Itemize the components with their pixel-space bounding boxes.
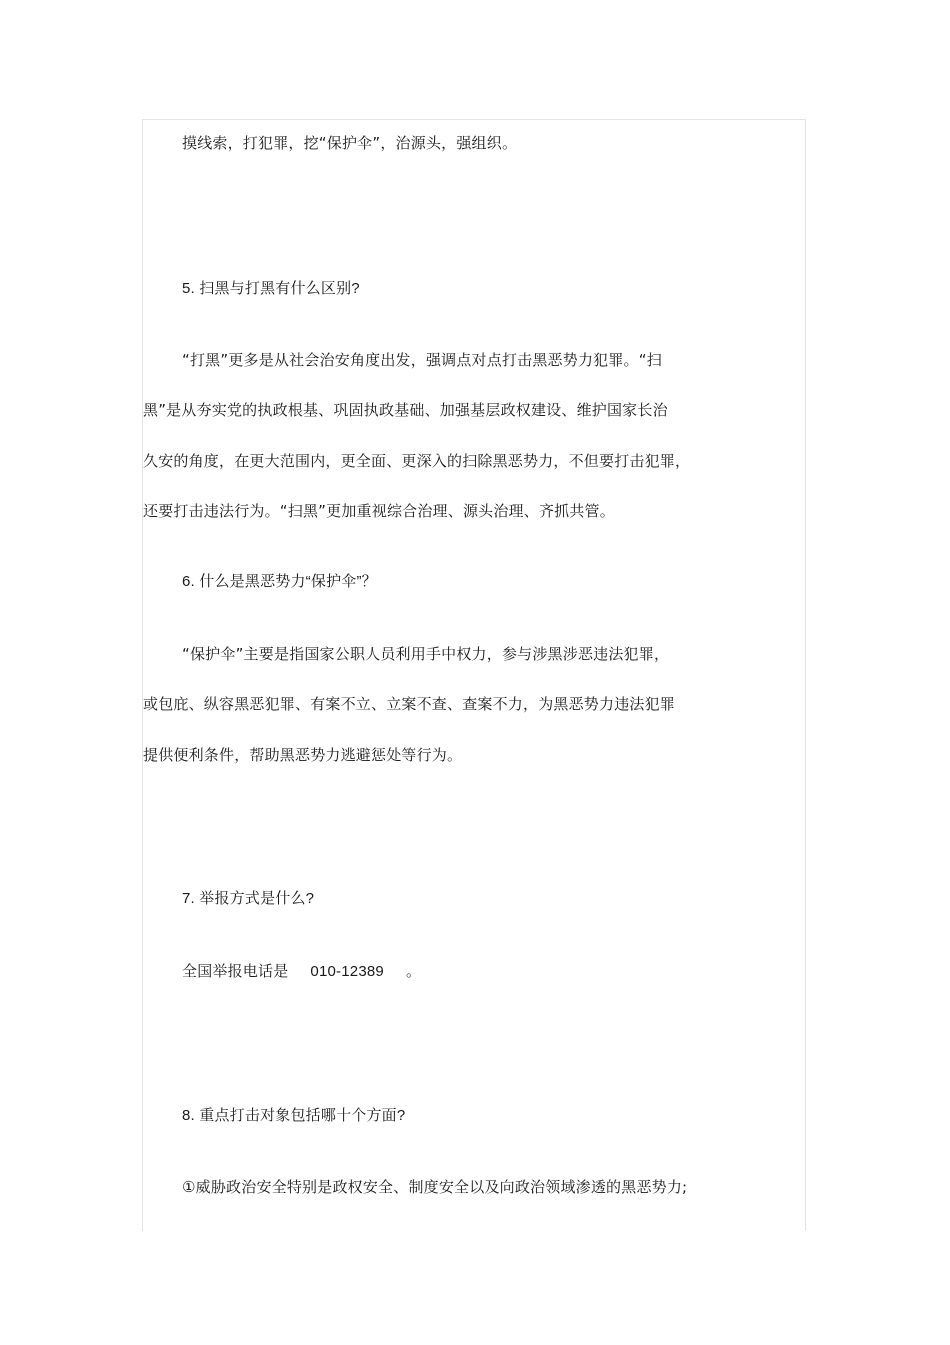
section-5-line-3: 久安的角度，在更大范围内，更全面、更深入的扫除黑恶势力，不但要打击犯罪， [143,452,691,470]
report-prefix: 全国举报电话是 [182,962,289,980]
section-6-line-3: 提供便利条件，帮助黑恶势力逃避惩处等行为。 [143,746,463,764]
section-6-heading: 6. 什么是黑恶势力“保护伞”？ [182,573,377,590]
intro-line: 摸线索，打犯罪，挖“保护伞”，治源头，强组织。 [182,134,518,152]
section-8-line-1: ①威胁政治安全特别是政权安全、制度安全以及向政治领域渗透的黑恶势力; [182,1178,688,1196]
section-5-heading: 5. 扫黑与打黑有什么区别? [182,280,360,297]
section-5-line-2: 黑”是从夯实党的执政根基、巩固执政基础、加强基层政权建设、维护国家长治 [143,401,668,419]
section-6-line-1: “保护伞”主要是指国家公职人员利用手中权力，参与涉黑涉恶违法犯罪， [182,645,670,663]
report-phone-number: 010-12389 [310,963,384,980]
report-line [182,961,782,982]
report-suffix: 。 [405,962,422,980]
section-6-line-2: 或包庇、纵容黑恶犯罪、有案不立、立案不查、查案不力，为黑恶势力违法犯罪 [143,695,676,713]
section-7-heading: 7. 举报方式是什么? [182,890,315,907]
section-5-line-1: “打黑”更多是从社会治安角度出发，强调点对点打击黑恶势力犯罪。“扫 [182,351,662,369]
section-8-heading: 8. 重点打击对象包括哪十个方面? [182,1107,406,1124]
section-5-line-4: 还要打击违法行为。“扫黑”更加重视综合治理、源头治理、齐抓共管。 [143,502,615,520]
